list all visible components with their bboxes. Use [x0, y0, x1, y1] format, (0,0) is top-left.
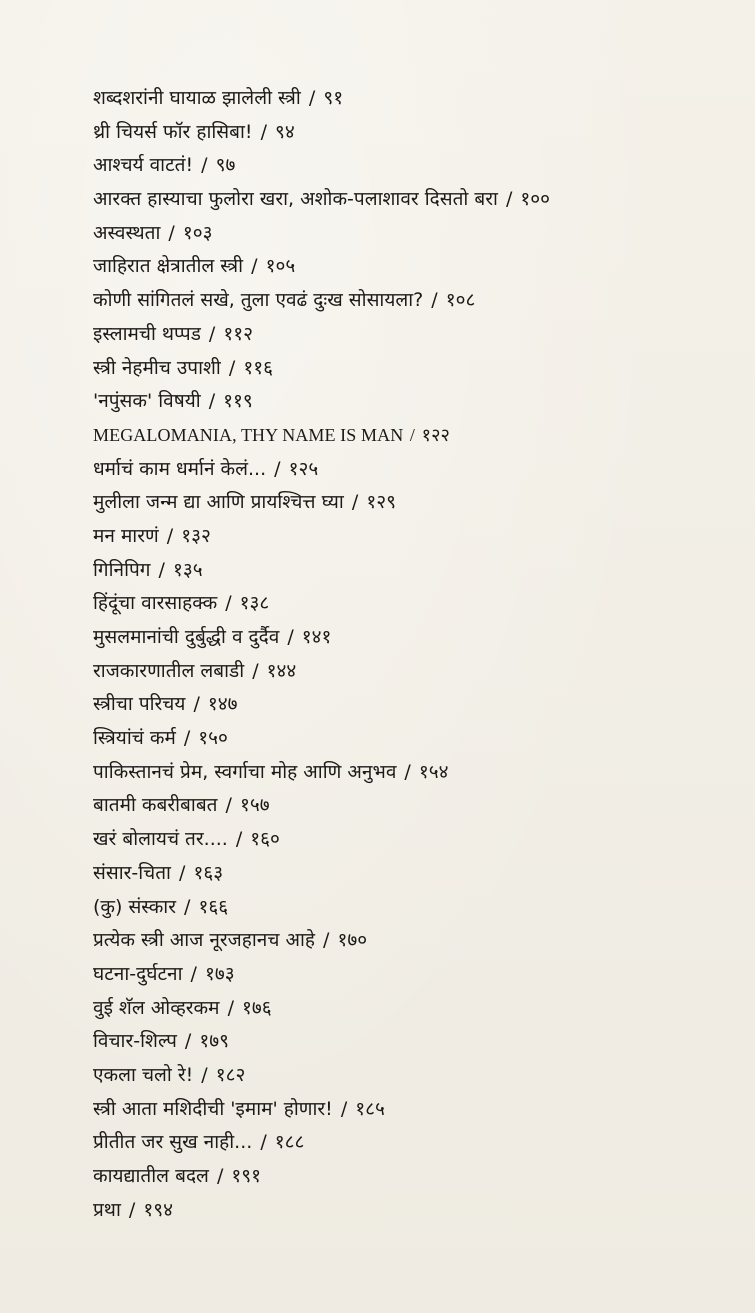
- toc-entry-title: कोणी सांगितलं सखे, तुला एवढं दुःख सोसायला?: [93, 289, 424, 312]
- toc-separator: /: [177, 895, 197, 918]
- toc-entry: [93, 722, 733, 756]
- toc-entry-page-number: १६६: [198, 895, 229, 918]
- toc-entry-page-number: १३८: [239, 592, 270, 615]
- toc-entry: [93, 1025, 733, 1059]
- toc-entry: [93, 621, 733, 655]
- toc-entry-page-number: १७०: [337, 929, 368, 952]
- toc-entry-page-number: १८२: [215, 1063, 246, 1086]
- toc-entry-title: प्रीतीत जर सुख नाही...: [93, 1131, 253, 1154]
- toc-entry-title: पाकिस्तानचं प्रेम, स्वर्गाचा मोह आणि अनुभव: [93, 760, 397, 783]
- toc-separator: /: [499, 188, 519, 211]
- toc-separator: /: [184, 962, 203, 985]
- toc-entry-page-number: १७३: [204, 962, 235, 985]
- toc-entry: [93, 486, 733, 520]
- toc-separator: /: [160, 524, 180, 547]
- toc-entry-page-number: १००: [520, 188, 551, 211]
- toc-entry-title: राजकारणातील लबाडी: [93, 659, 245, 682]
- toc-entry-page-number: १३२: [181, 524, 211, 547]
- toc-separator: /: [334, 1097, 354, 1120]
- toc-entry: [93, 992, 733, 1026]
- toc-entry-page-number: ९७: [215, 154, 236, 177]
- toc-entry: [93, 183, 733, 217]
- toc-entry-page-number: ९१: [323, 87, 344, 109]
- toc-entry-title: जाहिरात क्षेत्रातील स्त्री: [93, 255, 244, 278]
- toc-entry-title: प्रथा: [93, 1198, 121, 1221]
- toc-entry-page-number: १३५: [172, 558, 203, 581]
- toc-entry: [93, 217, 733, 251]
- toc-separator: /: [221, 996, 241, 1019]
- toc-entry-page-number: १४१: [301, 626, 332, 648]
- toc-entry-title: मन मारणं: [93, 524, 159, 547]
- toc-entry: [93, 520, 733, 554]
- toc-entry: [93, 1126, 733, 1160]
- toc-entry: [93, 756, 733, 790]
- toc-entry: [93, 655, 733, 689]
- toc-entry-title: स्त्री नेहमीच उपाशी: [93, 356, 221, 379]
- toc-separator: /: [219, 794, 238, 817]
- toc-entry: [93, 1059, 733, 1093]
- toc-separator: /: [254, 1131, 273, 1154]
- toc-entry: [93, 587, 733, 621]
- toc-entry: [93, 554, 733, 588]
- toc-entry-title: गिनिपिग: [93, 558, 151, 581]
- toc-entry: [93, 1194, 733, 1228]
- toc-entry-page-number: १७९: [199, 1030, 230, 1053]
- toc-separator: /: [202, 322, 222, 345]
- toc-entry-page-number: १०५: [265, 255, 296, 278]
- toc-entry-page-number: १६०: [250, 828, 280, 851]
- toc-entry: [93, 284, 733, 318]
- toc-entry-page-number: ११२: [223, 322, 253, 345]
- toc-entry: [93, 149, 733, 183]
- toc-entry: [93, 857, 733, 891]
- toc-entry: [93, 318, 733, 352]
- toc-separator: /: [202, 390, 222, 413]
- toc-entry-page-number: १५४: [418, 760, 449, 783]
- toc-entry-title: मुलीला जन्म द्या आणि प्रायश्चित्त घ्या: [93, 491, 344, 514]
- toc-entry-page-number: १९४: [143, 1198, 173, 1221]
- toc-entry-page-number: १२५: [288, 457, 319, 480]
- toc-entry-title: खरं बोलायचं तर....: [93, 828, 228, 851]
- toc-separator: /: [245, 255, 264, 278]
- toc-separator: /: [177, 727, 197, 750]
- toc-separator: /: [398, 760, 417, 783]
- toc-separator: /: [229, 828, 249, 851]
- toc-entry-title: संसार-चिता: [93, 861, 171, 884]
- table-of-contents: [93, 82, 733, 1227]
- toc-entry-title: मुसलमानांची दुर्बुद्धी व दुर्दैव: [93, 626, 280, 648]
- toc-entry-title: अस्वस्थता: [93, 221, 161, 244]
- toc-entry-page-number: १६३: [193, 861, 224, 884]
- toc-entry-title: आश्चर्य वाटतं!: [93, 154, 194, 177]
- toc-entry-page-number: १२९: [366, 491, 396, 514]
- toc-separator: /: [195, 154, 214, 177]
- toc-separator: /: [122, 1198, 142, 1221]
- toc-entry: [93, 82, 733, 116]
- toc-entry-page-number: १०३: [182, 221, 213, 244]
- toc-separator: /: [187, 693, 206, 716]
- toc-separator: /: [302, 87, 322, 109]
- toc-entry-title: आरक्त हास्याचा फुलोरा खरा, अशोक-पलाशावर दिसतो बरा: [93, 188, 498, 211]
- toc-entry-title: हिंदूंचा वारसाहक्क: [93, 592, 218, 615]
- toc-entry-title: स्त्रियांचं कर्म: [93, 727, 176, 750]
- toc-entry: [93, 1093, 733, 1127]
- toc-entry: [93, 352, 733, 386]
- toc-separator: /: [219, 592, 238, 615]
- toc-entry-title: घटना-दुर्घटना: [93, 962, 183, 985]
- toc-entry: [93, 924, 733, 958]
- toc-entry-page-number: १९१: [231, 1165, 262, 1187]
- toc-entry-title: शब्दशरांनी घायाळ झालेली स्त्री: [93, 87, 301, 109]
- toc-entry-page-number: १७६: [242, 996, 272, 1019]
- toc-entry-page-number: ११९: [223, 390, 253, 413]
- toc-entry-title: धर्माचं काम धर्मानं केलं...: [93, 457, 267, 480]
- toc-separator: /: [281, 626, 300, 648]
- toc-entry-title: विचार-शिल्प: [93, 1030, 177, 1053]
- toc-entry-title: स्त्री आता मशिदीची 'इमाम' होणार!: [93, 1097, 333, 1120]
- toc-separator: /: [172, 861, 192, 884]
- toc-entry-title: थ्री चियर्स फॉर हासिबा!: [93, 120, 253, 143]
- toc-entry: [93, 1160, 733, 1194]
- toc-separator: /: [162, 221, 181, 244]
- toc-entry: [93, 419, 733, 453]
- toc-entry-page-number: १८५: [355, 1097, 385, 1120]
- toc-entry-title: प्रत्येक स्त्री आज नूरजहानच आहे: [93, 929, 315, 952]
- toc-entry-page-number: १४७: [207, 693, 238, 716]
- toc-entry-title: (कु) संस्कार: [93, 895, 176, 918]
- toc-entry-page-number: १४४: [266, 659, 297, 682]
- toc-entry-page-number: १०८: [445, 289, 476, 312]
- toc-entry: [93, 823, 733, 857]
- toc-entry-title: एकला चलो रे!: [93, 1063, 194, 1086]
- toc-separator: /: [195, 1063, 214, 1086]
- toc-entry-title: 'नपुंसक' विषयी: [93, 390, 201, 413]
- toc-entry: [93, 688, 733, 722]
- toc-entry-title: MEGALOMANIA, THY NAME IS MAN: [93, 424, 404, 445]
- toc-entry: [93, 453, 733, 487]
- toc-entry-page-number: ९४: [275, 120, 295, 143]
- toc-separator: /: [268, 457, 287, 480]
- toc-separator: /: [405, 424, 420, 445]
- toc-separator: /: [210, 1165, 230, 1187]
- toc-separator: /: [425, 289, 444, 312]
- toc-entry: [93, 250, 733, 284]
- toc-separator: /: [316, 929, 336, 952]
- toc-entry: [93, 891, 733, 925]
- toc-separator: /: [246, 659, 265, 682]
- toc-entry-page-number: १५०: [198, 727, 228, 750]
- toc-separator: /: [254, 120, 274, 143]
- toc-separator: /: [345, 491, 365, 514]
- toc-entry-title: कायद्यातील बदल: [93, 1165, 209, 1187]
- toc-entry: [93, 116, 733, 150]
- toc-entry-page-number: ११६: [243, 356, 273, 379]
- toc-entry: [93, 958, 733, 992]
- toc-entry-page-number: १२२: [421, 424, 450, 445]
- toc-entry-page-number: १५७: [240, 794, 270, 817]
- toc-separator: /: [152, 558, 171, 581]
- toc-entry: [93, 385, 733, 419]
- toc-entry-title: बातमी कबरीबाबत: [93, 794, 218, 817]
- toc-entry-title: स्त्रीचा परिचय: [93, 693, 186, 716]
- toc-entry-title: वुई शॅल ओव्हरकम: [93, 996, 220, 1019]
- toc-separator: /: [178, 1030, 198, 1053]
- toc-entry-page-number: १८८: [274, 1131, 305, 1154]
- toc-entry: [93, 789, 733, 823]
- toc-separator: /: [222, 356, 242, 379]
- toc-entry-title: इस्लामची थप्पड: [93, 322, 201, 345]
